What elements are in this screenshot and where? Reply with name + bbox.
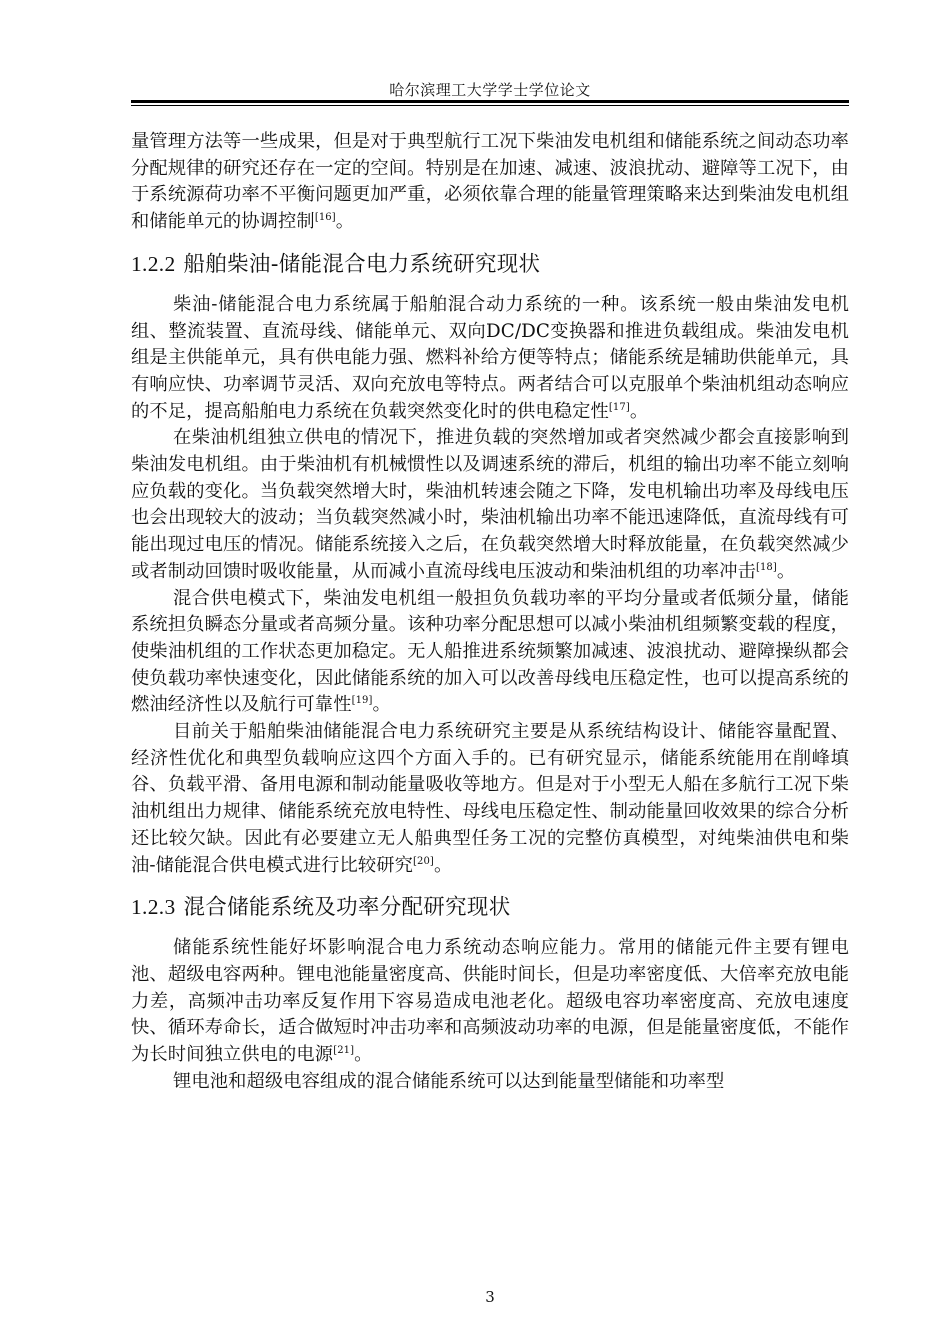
body-paragraph bbox=[131, 719, 849, 879]
page-body bbox=[131, 129, 849, 1096]
citation-ref: [21] bbox=[333, 1045, 355, 1057]
citation-ref: [19] bbox=[351, 695, 373, 707]
paragraph-text: 储能系统性能好坏影响混合电力系统动态响应能力。常用的储能元件主要有锂电池、超级电容两种。锂电池能量密度高、供能时间长，但是功率密度低、大倍率充放电能力差，高频冲击功率反复作用下容易造成电池老化。超级电容功率密度高、充放电速度快、循环寿命长，适合做短时冲击功率和高频波动功率的电源，但是能量密度低，不能作为长时间独立供电的电源 bbox=[131, 937, 849, 1066]
header-rule bbox=[131, 100, 849, 103]
citation-ref: [17] bbox=[608, 401, 630, 413]
citation-ref: [16] bbox=[314, 212, 336, 224]
paragraph-tail: 。 bbox=[354, 1044, 373, 1066]
paragraph-tail: 。 bbox=[629, 400, 649, 422]
paragraph-tail: 。 bbox=[433, 854, 453, 876]
paragraph-text: 目前关于船舶柴油储能混合电力系统研究主要是从系统结构设计、储能容量配置、经济性优化和典型负载响应这四个方面入手的。已有研究显示，储能系统能用在削峰填谷、负载平滑、备用电源和制动能量吸收等地方。但是对于小型无人船在多航行工况下柴油机组出力规律、储能系统充放电特性、母线电压稳定性、制动能量回收效果的综合分析还比较欠缺。因此有必要建立无人船典型任务工况的完整仿真模型，对纯柴油供电和柴油-储能混合供电模式进行比较研究 bbox=[131, 721, 849, 876]
paragraph-tail: 。 bbox=[372, 694, 391, 716]
paragraph-text: 在柴油机组独立供电的情况下，推进负载的突然增加或者突然减少都会直接影响到柴油发电机组。由于柴油机有机械惯性以及调速系统的滞后，机组的输出功率不能立刻响应负载的变化。当负载突然增大时，柴油机转速会随之下降，发电机输出功率及母线电压也会出现较大的波动；当负载突然减小时，柴油机输出功率不能迅速降低，直流母线有可能出现过电压的情况。储能系统接入之后，在负载突然增大时释放能量，在负载突然减少或者制动回馈时吸收能量，从而减小直流母线电压波动和柴油机组的功率冲击 bbox=[131, 427, 849, 582]
body-paragraph bbox=[131, 935, 849, 1069]
section-heading-1-2-3 bbox=[131, 892, 849, 923]
intro-paragraph bbox=[131, 129, 849, 236]
paragraph-tail: 。 bbox=[776, 560, 796, 582]
section-number: 1.2.3 bbox=[131, 895, 176, 920]
section-number: 1.2.2 bbox=[131, 251, 176, 276]
body-paragraph bbox=[131, 586, 849, 720]
citation-ref: [20] bbox=[413, 855, 434, 867]
section-title: 船舶柴油-储能混合电力系统研究现状 bbox=[183, 251, 541, 277]
page-header: 哈尔滨理工大学学士学位论文 bbox=[389, 81, 591, 99]
paragraph-text: 混合供电模式下，柴油发电机组一般担负负载功率的平均分量或者低频分量，储能系统担负瞬态分量或者高频分量。该种功率分配思想可以减小柴油机组频繁变载的程度，使柴油机组的工作状态更加稳定。无人船推进系统频繁加减速、波浪扰动、避障操纵都会使负载功率快速变化，因此储能系统的加入可以改善母线电压稳定性，也可以提高系统的燃油经济性以及航行可靠性 bbox=[131, 587, 849, 716]
citation-ref: [18] bbox=[755, 561, 777, 573]
page-number: 3 bbox=[485, 1288, 495, 1306]
body-paragraph bbox=[131, 1069, 849, 1096]
paragraph-text: 柴油-储能混合电力系统属于船舶混合动力系统的一种。该系统一般由柴油发电机组、整流装置、直流母线、储能单元、双向DC/DC变换器和推进负载组成。柴油发电机组是主供能单元，具有供电能力强、燃料补给方便等特点；储能系统是辅助供能单元，具有响应快、功率调节灵活、双向充放电等特点。两者结合可以克服单个柴油机组动态响应的不足，提高船舶电力系统在负载突然变化时的供电稳定性 bbox=[131, 293, 849, 422]
paragraph-text: 锂电池和超级电容组成的混合储能系统可以达到能量型储能和功率型 bbox=[173, 1070, 725, 1092]
section-heading-1-2-2 bbox=[131, 249, 849, 280]
paragraph-text: 量管理方法等一些成果，但是对于典型航行工况下柴油发电机组和储能系统之间动态功率分配规律的研究还存在一定的空间。特别是在加速、减速、波浪扰动、避障等工况下，由于系统源荷功率不平衡问题更加严重，必须依靠合理的能量管理策略来达到柴油发电机组和储能单元的协调控制 bbox=[131, 131, 849, 233]
paragraph-tail: 。 bbox=[335, 211, 355, 233]
body-paragraph bbox=[131, 292, 849, 426]
body-paragraph bbox=[131, 425, 849, 585]
section-title: 混合储能系统及功率分配研究现状 bbox=[183, 895, 511, 921]
